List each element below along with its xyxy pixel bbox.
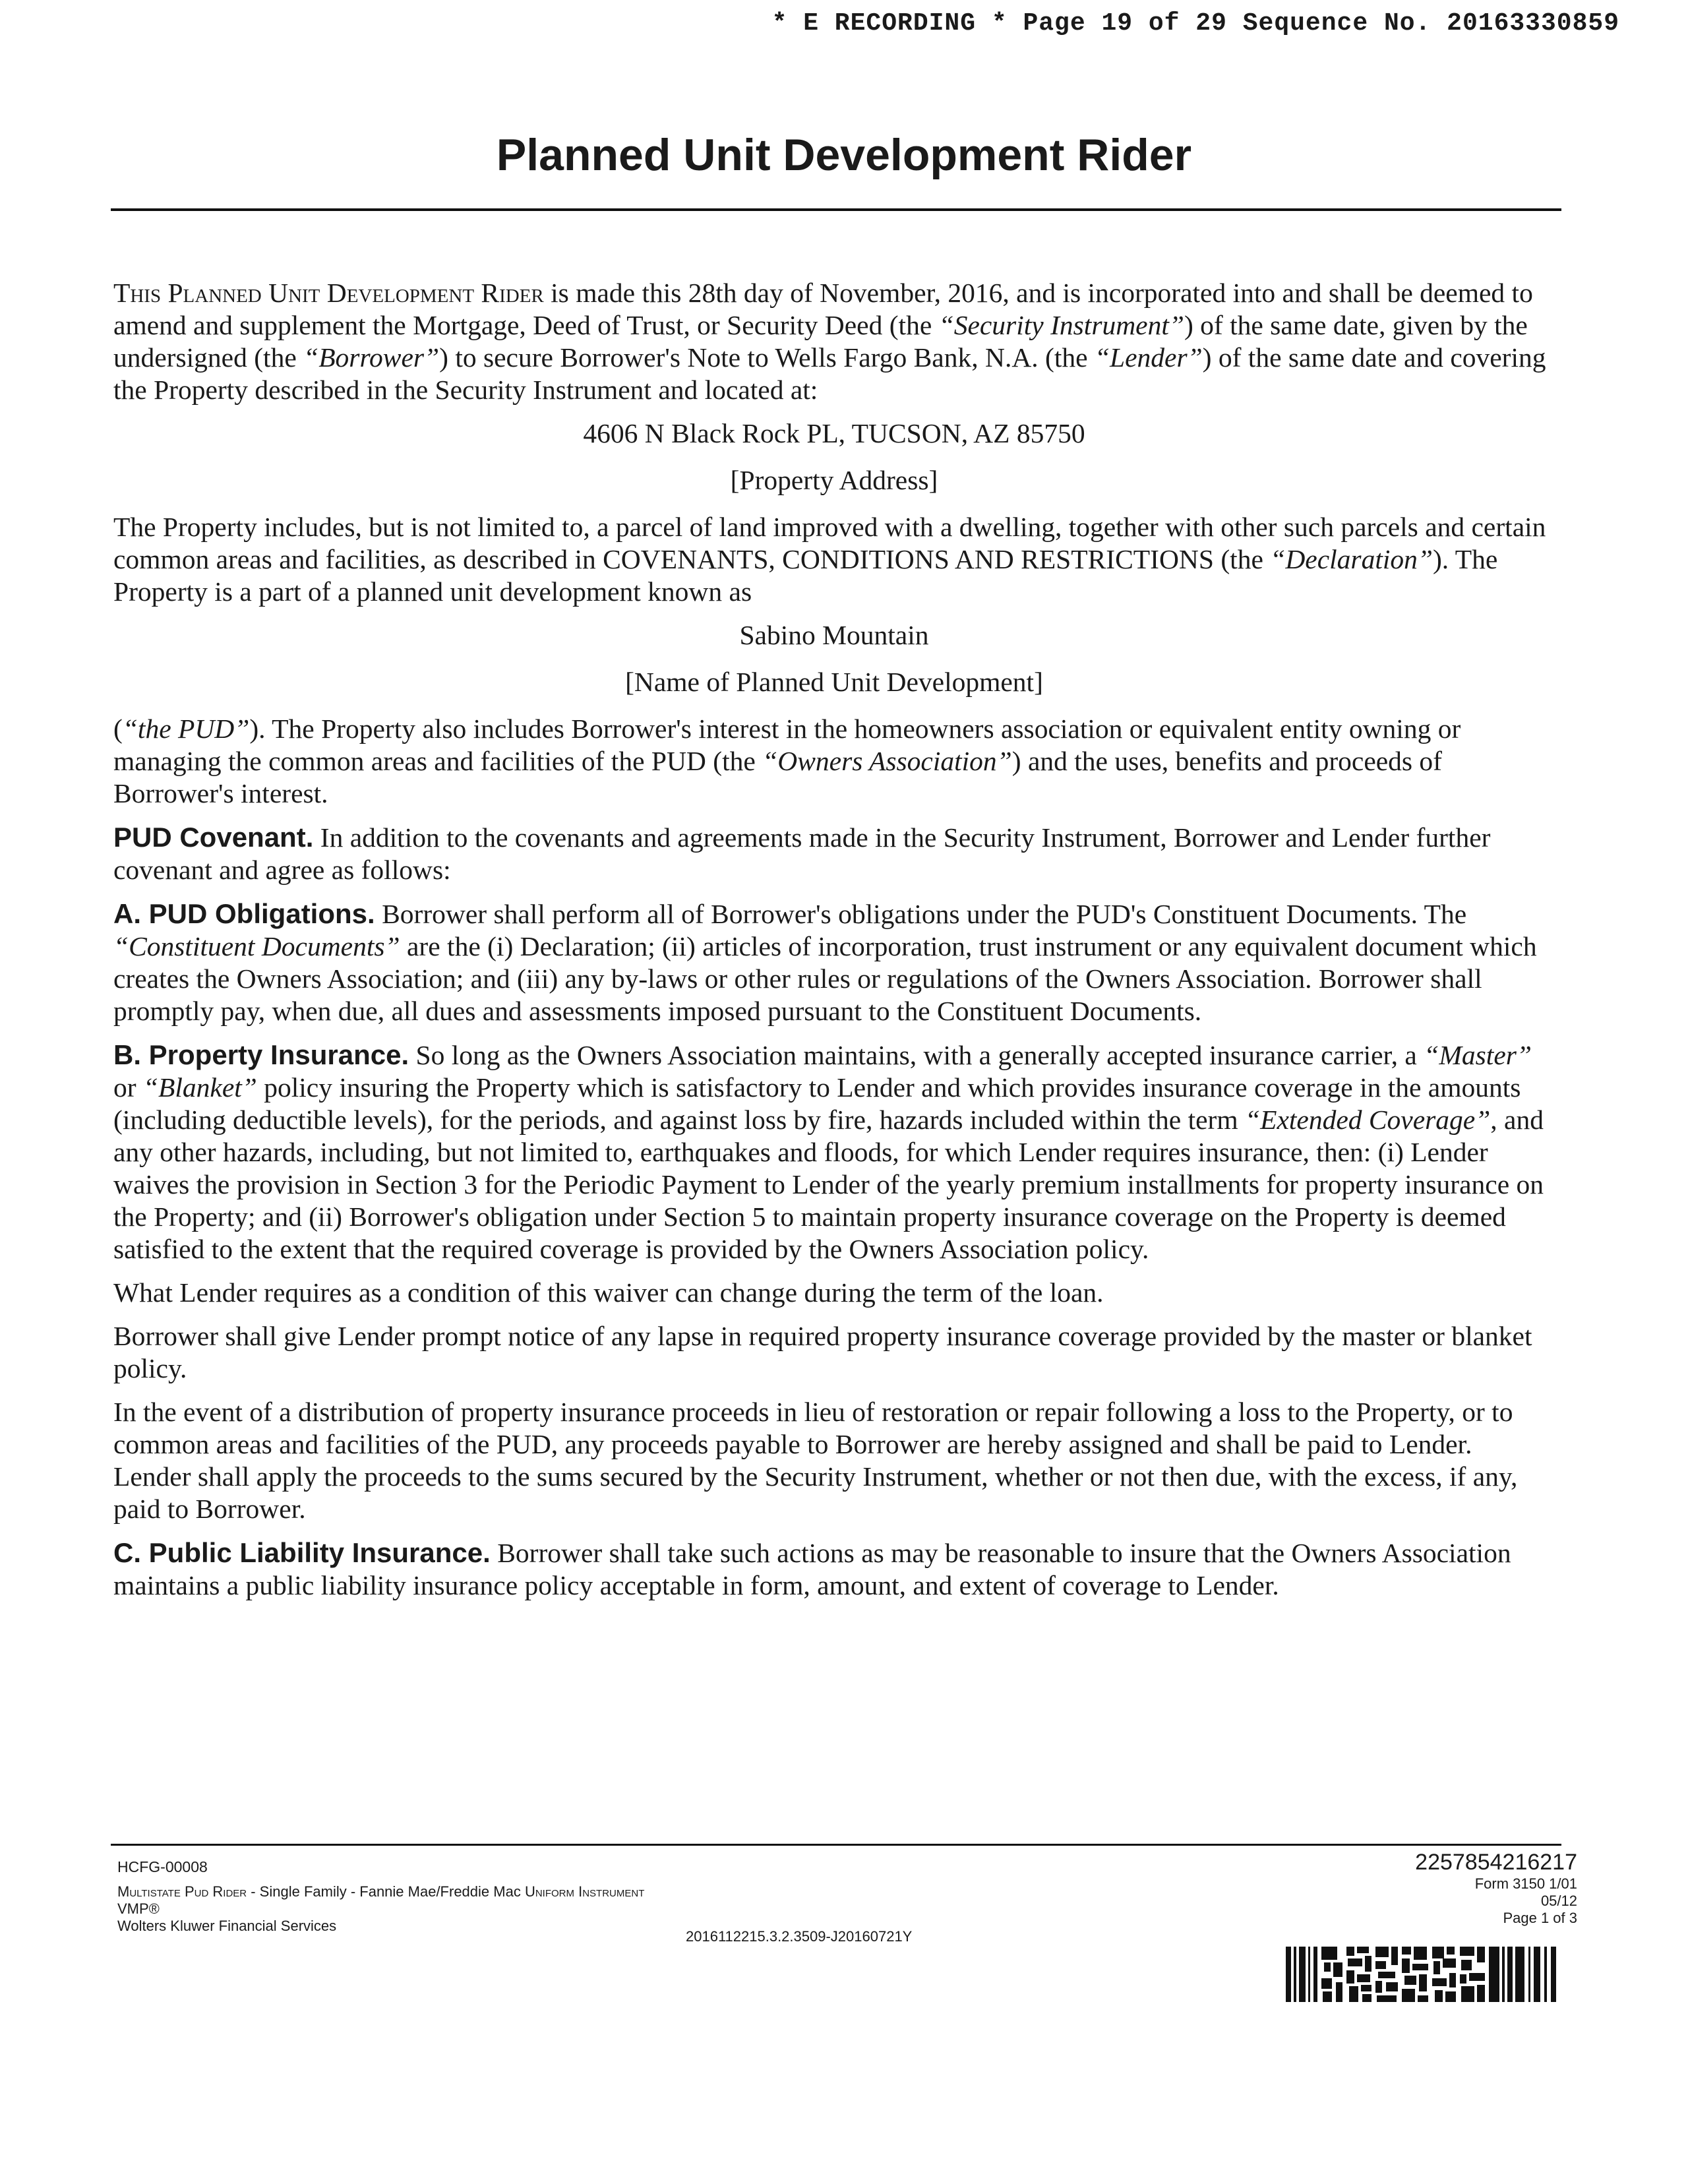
section-a-text-1: Borrower shall perform all of Borrower's obligations under the PUD's Constituent Documents. The	[375, 899, 1467, 929]
intro-text-2: ) of the same date, given by the undersigned (the	[113, 310, 1528, 373]
form-multistate: Multistate Pud Rider	[117, 1883, 247, 1900]
footer-left	[117, 1858, 644, 1935]
term-extended-coverage: “Extended Coverage”	[1245, 1105, 1491, 1135]
loan-number: 2257854216217	[1415, 1850, 1577, 1875]
form-number: Form 3150 1/01	[1474, 1875, 1577, 1892]
section-b-text-2: policy insuring the Property which is satisfactory to Lender and which provides insurance coverage in the amounts (including deductible levels), for the periods, and against loss by fire, hazards included within the term	[113, 1072, 1521, 1135]
term-blanket: “Blanket”	[142, 1072, 257, 1103]
form-uniform: Uniform Instrument	[524, 1883, 645, 1900]
vmp-label: VMP®	[117, 1900, 160, 1917]
intro-text-3: ) to secure Borrower's Note to Wells Fargo Bank, N.A. (the	[439, 342, 1095, 373]
recording-header: * E RECORDING * Page 19 of 29 Sequence No. 20163330859	[771, 9, 1619, 38]
property-address-caption: [Property Address]	[730, 465, 938, 495]
pud-name-caption: [Name of Planned Unit Development]	[625, 667, 1043, 697]
footer-right	[1415, 1849, 1577, 1927]
term-the-pud: “the PUD”	[122, 713, 250, 744]
publisher: Wolters Kluwer Financial Services	[117, 1918, 337, 1934]
document-body	[113, 277, 1555, 1613]
covenant-text: In addition to the covenants and agreements made in the Security Instrument, Borrower and Lender further covenant and agree as follows:	[113, 822, 1491, 885]
page-title: Planned Unit Development Rider	[496, 130, 1192, 180]
section-b-waiver-paragraph: What Lender requires as a condition of this waiver can change during the term of the loan.	[113, 1277, 1104, 1308]
section-b-text-1: So long as the Owners Association maintains, with a generally accepted insurance carrier, a	[409, 1040, 1424, 1070]
term-constituent-documents: “Constituent Documents”	[113, 931, 400, 961]
pud-open-paren: (	[113, 713, 123, 744]
term-declaration: “Declaration”	[1270, 544, 1433, 574]
form-revision: 05/12	[1540, 1893, 1577, 1909]
barcode-image	[1283, 1943, 1564, 2006]
covenant-heading: PUD Covenant.	[113, 822, 314, 853]
page-number: Page 1 of 3	[1503, 1910, 1577, 1926]
term-master: “Master”	[1424, 1040, 1532, 1070]
title-divider	[111, 208, 1561, 211]
rider-lead: This Planned Unit Development Rider	[113, 278, 544, 308]
pud-text-1: ). The Property also includes Borrower's interest in the homeowners association or equivalent entity owning or managing the common areas and facilities of the PUD (the	[113, 713, 1461, 776]
term-security-instrument: “Security Instrument”	[938, 310, 1184, 340]
pud-text-2: ) and the uses, benefits and proceeds of Borrower's interest.	[113, 746, 1442, 808]
includes-text-1: The Property includes, but is not limited to, a parcel of land improved with a dwelling, together with other such parcels and certain common areas and facilities, as described in COVENANTS, CONDITIONS AND RESTRICTIONS (the	[113, 512, 1546, 574]
includes-paragraph	[113, 511, 1555, 608]
includes-text-2: ). The Property is a part of a planned unit development known as	[113, 544, 1498, 607]
section-b-text-3: , and any other hazards, including, but not limited to, earthquakes and floods, for which Lender requires insurance, then: (i) Lender waives the provision in Section 3 for the Periodic Payment to Lender of the yearly premium installments for property insurance on the Property; and (ii) Borrower's obligation under Section 5 to maintain property insurance coverage on the Property is deemed satisfied to the extent that the required coverage is provided by the Owners Association policy.	[113, 1105, 1544, 1264]
footer-divider	[111, 1844, 1561, 1846]
pud-name: Sabino Mountain	[739, 620, 929, 650]
section-b-or: or	[113, 1072, 143, 1103]
intro-paragraph	[113, 277, 1555, 406]
section-b-notice-paragraph: Borrower shall give Lender prompt notice of any lapse in required property insurance coverage provided by the master or blanket policy.	[113, 1321, 1532, 1383]
section-b-heading: B. Property Insurance.	[113, 1039, 409, 1070]
form-code: HCFG-00008	[117, 1858, 208, 1875]
section-a-paragraph	[113, 897, 1555, 1027]
term-owners-association: “Owners Association”	[762, 746, 1012, 776]
section-a-text-2: are the (i) Declaration; (ii) articles of incorporation, trust instrument or any equivalent document which creates the Owners Association; and (iii) any by-laws or other rules or regulations of the Owners Association. Borrower shall promptly pay, when due, all dues and assessments imposed pursuant to the Constituent Documents.	[113, 931, 1537, 1026]
term-lender: “Lender”	[1094, 342, 1203, 373]
section-b-proceeds-paragraph: In the event of a distribution of property insurance proceeds in lieu of restoration or repair following a loss to the Property, or to common areas and facilities of the PUD, any proceeds payable to Borrower are hereby assigned and shall be paid to Lender. Lender shall apply the proceeds to the sums secured by the Security Instrument, whether or not then due, with the excess, if any, paid to Borrower.	[113, 1397, 1518, 1524]
section-c-text: Borrower shall take such actions as may be reasonable to insure that the Owners Association maintains a public liability insurance policy acceptable in form, amount, and extent of coverage to Lender.	[113, 1538, 1511, 1600]
section-a-heading: A. PUD Obligations.	[113, 898, 375, 929]
intro-text-4: ) of the same date and covering the Property described in the Security Instrument and located at:	[113, 342, 1546, 405]
covenant-paragraph	[113, 821, 1555, 886]
section-b-paragraph	[113, 1039, 1555, 1265]
term-borrower: “Borrower”	[303, 342, 440, 373]
section-c-heading: C. Public Liability Insurance.	[113, 1537, 491, 1568]
form-description	[117, 1883, 644, 1900]
form-desc-mid: - Single Family - Fannie Mae/Freddie Mac	[247, 1883, 525, 1900]
document-id: 2016112215.3.2.3509-J20160721Y	[686, 1928, 913, 1945]
property-address: 4606 N Black Rock PL, TUCSON, AZ 85750	[583, 418, 1085, 448]
intro-text-1: is made this 28th day of November, 2016, and is incorporated into and shall be deemed to amend and supplement the Mortgage, Deed of Trust, or Security Deed (the	[113, 278, 1533, 340]
pud-paragraph	[113, 713, 1555, 810]
section-c-paragraph	[113, 1536, 1555, 1602]
